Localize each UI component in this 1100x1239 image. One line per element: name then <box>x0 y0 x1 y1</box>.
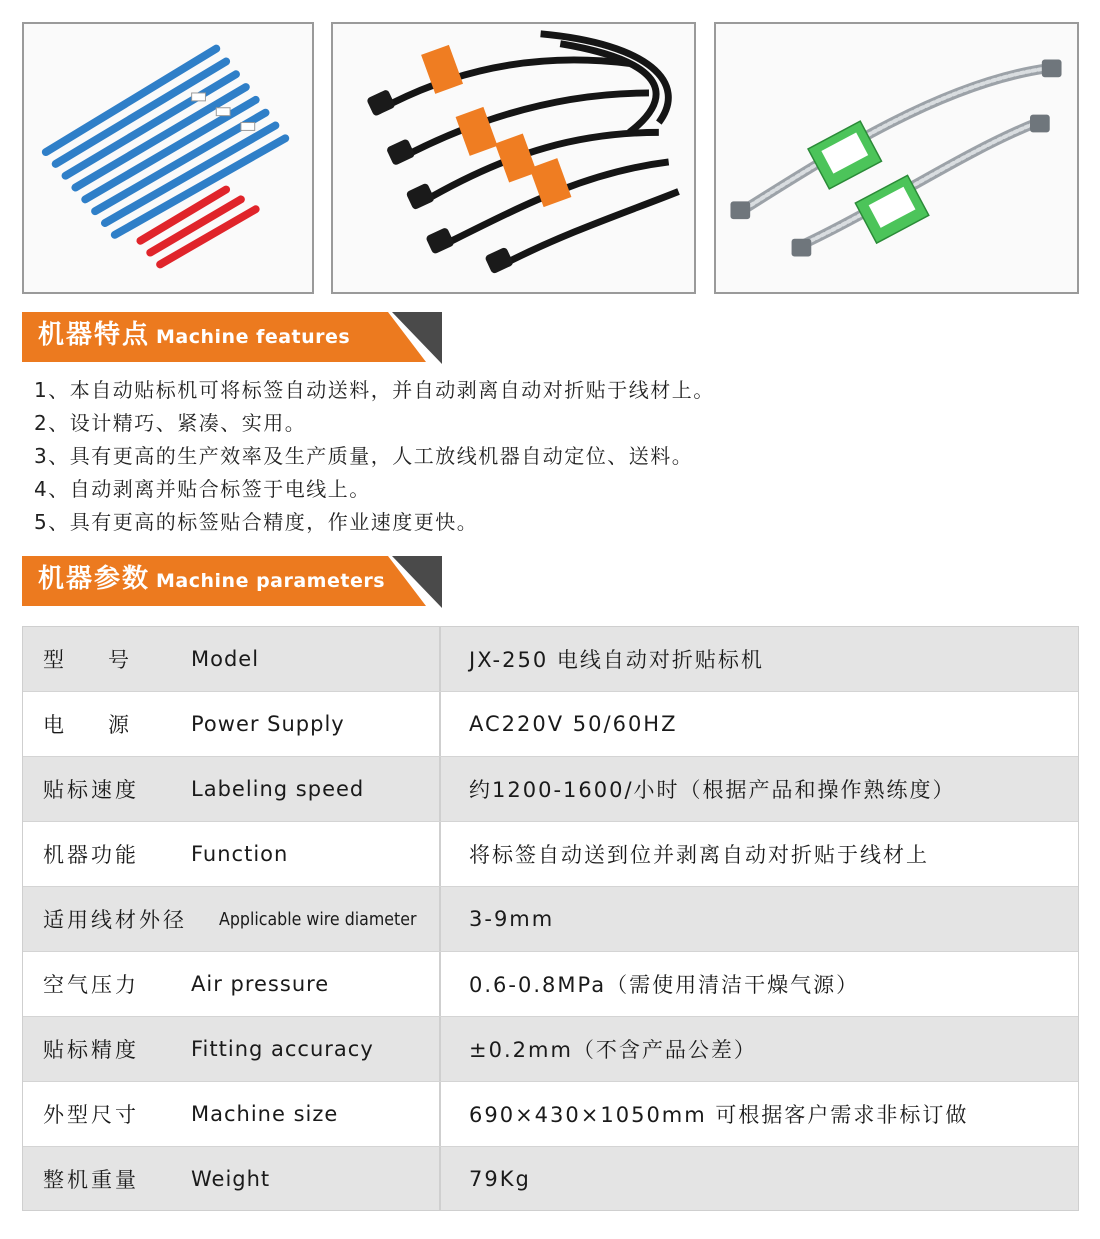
param-value: 约1200-1600/小时（根据产品和操作熟练度） <box>469 778 956 802</box>
param-value: 0.6-0.8MPa（需使用清洁干燥气源） <box>469 973 860 997</box>
param-label-cell <box>23 627 441 691</box>
param-value: ±0.2mm（不含产品公差） <box>469 1038 757 1062</box>
param-label-cell <box>23 692 441 756</box>
colored-wire-samples-photo <box>22 22 314 294</box>
power-plug-cords-photo <box>331 22 696 294</box>
param-label-zh: 机器功能 <box>43 843 139 867</box>
param-label-en: Function <box>191 842 289 866</box>
param-value-cell <box>441 627 1078 691</box>
product-photo-strip <box>22 22 1079 298</box>
param-label-en: Weight <box>191 1166 271 1191</box>
param-value: 将标签自动送到位并剥离自动对折贴于线材上 <box>469 843 929 867</box>
param-label-cell <box>23 1082 441 1146</box>
colored-wire-samples-icon <box>24 24 312 292</box>
param-label-cell <box>23 1147 441 1210</box>
table-row <box>23 822 1078 887</box>
table-row <box>23 887 1078 952</box>
param-value-cell <box>441 822 1078 886</box>
feature-item: 1、本自动贴标机可将标签自动送料，并自动剥离自动对折贴于线材上。 <box>34 378 715 402</box>
params-table <box>22 626 1079 1211</box>
param-value: 690×430×1050mm 可根据客户需求非标订做 <box>469 1103 969 1127</box>
params-section-title <box>38 556 385 602</box>
param-value-cell <box>441 1147 1078 1210</box>
param-label-en: Model <box>191 647 260 671</box>
param-label-en: Machine size <box>191 1102 339 1126</box>
features-section-title <box>38 312 350 358</box>
param-label-zh: 适用线材外径 <box>43 908 187 932</box>
params-section-header <box>22 556 442 608</box>
param-label-cell <box>23 757 441 821</box>
param-value-cell <box>441 887 1078 951</box>
table-row <box>23 952 1078 1017</box>
features-section-header <box>22 312 442 364</box>
features-title-zh: 机器特点 <box>38 320 151 350</box>
table-row <box>23 1082 1078 1147</box>
param-label-en: Labeling speed <box>191 777 365 801</box>
table-row <box>23 757 1078 822</box>
table-row <box>23 1017 1078 1082</box>
param-label-zh: 贴标精度 <box>43 1038 139 1062</box>
braided-hoses-photo <box>714 22 1079 294</box>
param-label-zh: 型号 <box>43 648 173 672</box>
param-value-cell <box>441 1082 1078 1146</box>
table-row <box>23 627 1078 692</box>
param-label-en: Air pressure <box>191 972 330 996</box>
table-row <box>23 692 1078 757</box>
braided-hoses-icon <box>716 24 1077 292</box>
features-list <box>34 374 715 539</box>
features-title-en: Machine features <box>156 326 351 348</box>
param-label-en: Power Supply <box>191 712 345 736</box>
param-label-zh: 外型尺寸 <box>43 1103 139 1127</box>
param-label-en: Fitting accuracy <box>191 1037 374 1061</box>
param-label-cell <box>23 822 441 886</box>
feature-item: 3、具有更高的生产效率及生产质量，人工放线机器自动定位、送料。 <box>34 444 694 468</box>
feature-item: 5、具有更高的标签贴合精度，作业速度更快。 <box>34 510 479 534</box>
params-title-zh: 机器参数 <box>38 564 151 594</box>
feature-item: 4、自动剥离并贴合标签于电线上。 <box>34 477 371 501</box>
param-label-zh: 整机重量 <box>43 1167 139 1192</box>
param-value-cell <box>441 952 1078 1016</box>
feature-item: 2、设计精巧、紧凑、实用。 <box>34 411 307 435</box>
param-value: 79Kg <box>469 1166 531 1191</box>
param-value-cell <box>441 757 1078 821</box>
param-label-cell <box>23 1017 441 1081</box>
param-value: AC220V 50/60HZ <box>469 712 678 736</box>
param-label-zh: 贴标速度 <box>43 778 139 802</box>
param-label-zh: 电源 <box>43 713 173 737</box>
param-label-en: Applicable wire diameter <box>219 908 417 930</box>
params-title-en: Machine parameters <box>156 570 386 592</box>
param-value-cell <box>441 692 1078 756</box>
param-value: 3-9mm <box>469 907 555 931</box>
param-value: JX-250 电线自动对折贴标机 <box>469 648 764 672</box>
table-row <box>23 1147 1078 1210</box>
param-value-cell <box>441 1017 1078 1081</box>
power-plug-cords-icon <box>333 24 694 292</box>
param-label-cell <box>23 887 441 951</box>
param-label-zh: 空气压力 <box>43 973 139 997</box>
param-label-cell <box>23 952 441 1016</box>
